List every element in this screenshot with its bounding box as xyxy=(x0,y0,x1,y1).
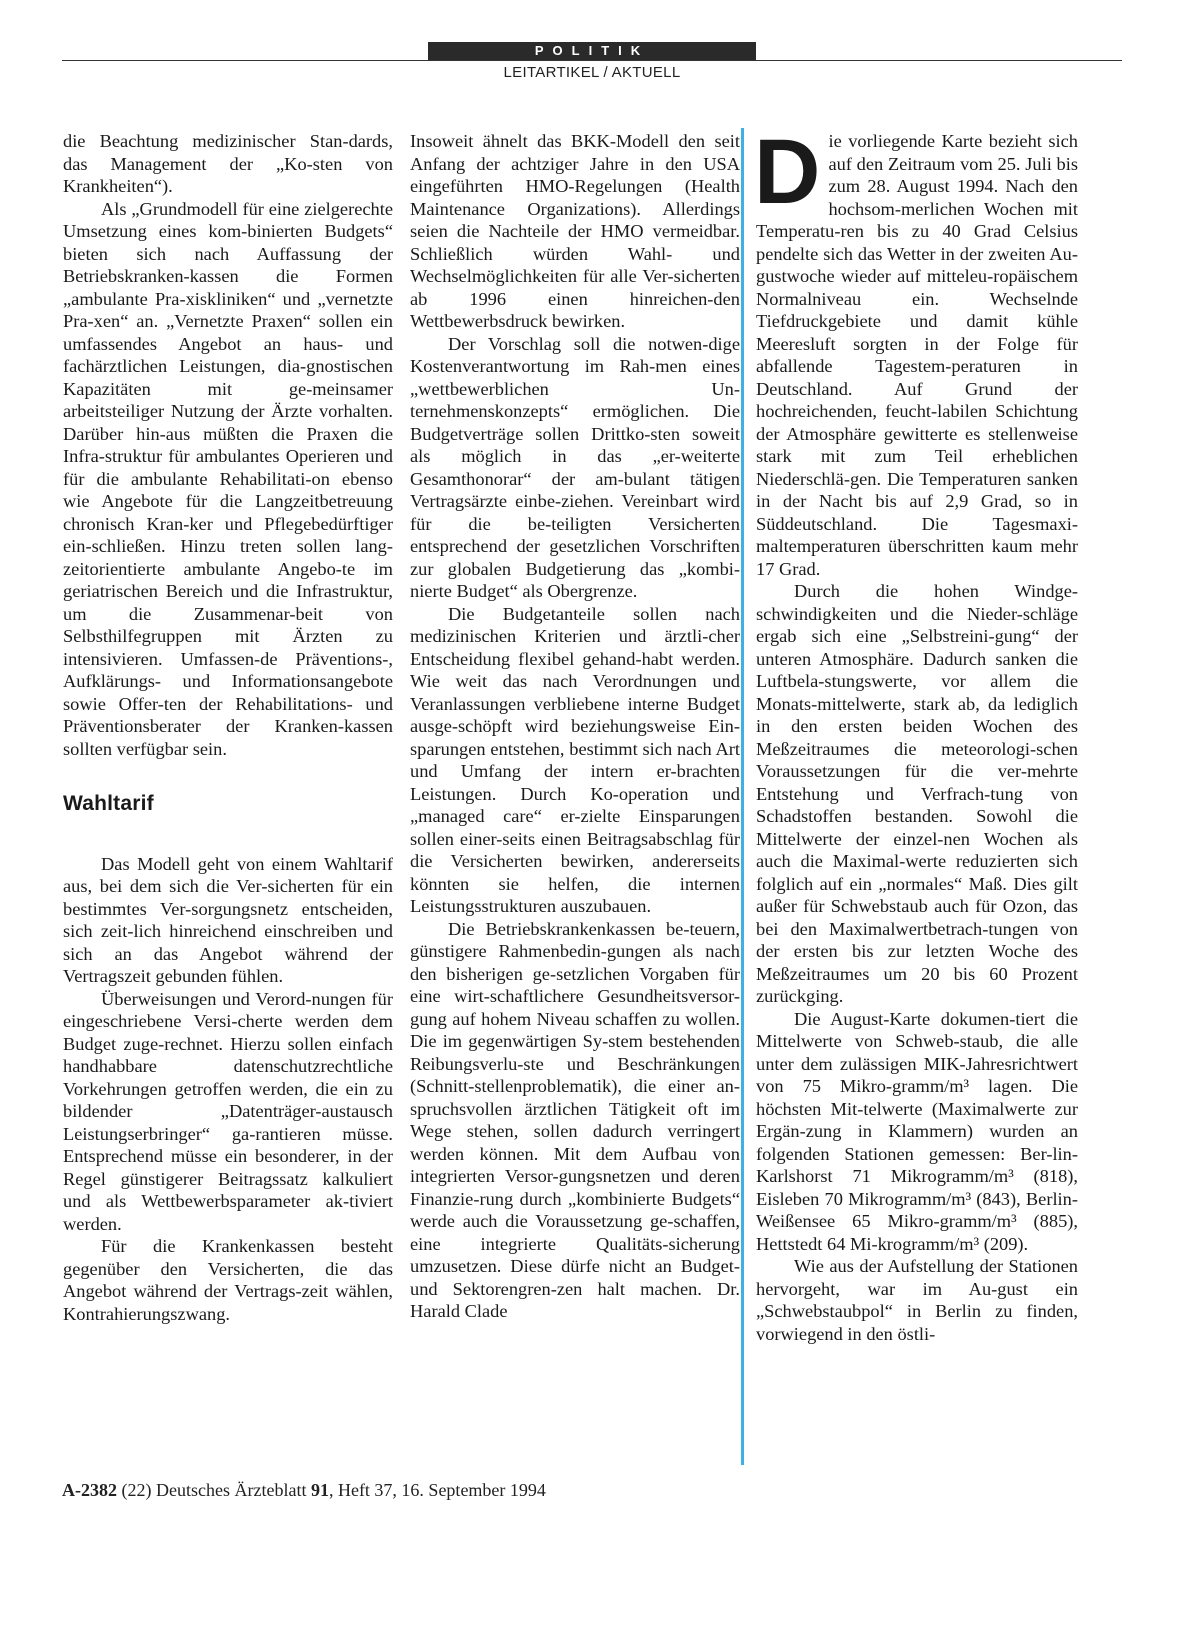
paragraph: Der Vorschlag soll die notwen-dige Kostenverantwortung im Rah-men eines „wettbewerblichen Un-ternehmenskonzepts“ ermöglichen. Die Budgetverträge sollen Drittko-sten soweit als möglich in das „er-weiterte Gesamthonorar“ der am-bulant tätigen Vertragsärzte einbe-ziehen. Vereinbart wird für die be-teiligten Versicherten entsprechend der gesetzlichen Vorschriften zur globalen Budgetierung das „kombi-nierte Budget“ als Obergrenze. xyxy=(410,333,740,601)
column-accent-line xyxy=(741,128,744,1465)
paragraph: Überweisungen und Verord-nungen für eingeschriebene Versi-cherte werden dem Budget zuge-rechnet. Hierzu sollen einfach handhabbare datenschutzrechtliche Vorkehrungen getroffen werden, die ein zu bildender „Datenträger-austausch Leistungserbringer“ ga-rantieren müsse. Entsprechend müsse ein besonderer, in der Regel günstigerer Beitragssatz kalkuliert und als Wettbewerbsparameter ak-tiviert werden. xyxy=(63,988,393,1234)
volume-number: 91 xyxy=(310,1480,329,1500)
page-footer xyxy=(62,1480,546,1501)
issue-page: (22) xyxy=(121,1480,152,1500)
issue-date: , Heft 37, 16. September 1994 xyxy=(328,1480,546,1500)
paragraph xyxy=(754,121,1078,580)
header-rule xyxy=(62,60,1122,61)
author-byline: Dr. Harald Clade xyxy=(410,1278,740,1321)
column-3 xyxy=(754,121,1078,1345)
paragraph: Insoweit ähnelt das BKK-Modell den seit Anfang der achtziger Jahre in den USA eingeführten HMO-Regelungen (Health Maintenance Organizations). Allerdings seien die Nachteile der HMO vermeidbar. Schließlich würden Wahl- und Wechselmöglichkeiten für alle Ver-sicherten ab 1996 einen hinreichen-den Wettbewerbsdruck bewirken. xyxy=(410,131,740,331)
paragraph: Als „Grundmodell für eine zielgerechte Umsetzung eines kom-binierten Budgets“ bieten sich nach Auffassung der Betriebskranken-kassen die Formen „ambulante Pra-xiskliniken“ und „vernetzte Pra-xen“ an. „Vernetzte Praxen“ sollen ein umfassendes Angebot an haus- und fachärztlichen Leistungen, dia-gnostischen Kapazitäten mit ge-meinsamer arbeitsteiliger Nutzung der Ärzte vorhalten. Darüber hin-aus müßten die Praxen die Infra-struktur für ambulantes Operieren und für die ambulante Rehabilitati-on ebenso wie Angebote für die Langzeitbetreuung chronisch Kran-ker und Pflegebedürftiger ein-schließen. Hinzu treten sollen lang-zeitorientierte ambulante Angebo-te im geriatrischen Bereich und die Infrastruktur, um die Zusammenar-beit von Selbsthilfegruppen mit Ärzten zu intensivieren. Umfassen-de Präventions-, Aufklärungs- und Informationsangebote sowie Offer-ten der Rehabilitations- und Präventionsberater der Kranken-kassen sollten verfügbar sein. xyxy=(63,198,393,759)
paragraph: Das Modell geht von einem Wahltarif aus, bei dem sich die Ver-sicherten für ein bestimmtes Ver-sorgungsnetz entscheiden, sich zeit-lich hinreichend einschreiben und sich an das Angebot während der Vertragszeit gebunden fühlen. xyxy=(63,853,393,986)
subsection-label: LEITARTIKEL / AKTUELL xyxy=(503,64,681,81)
drop-cap: D xyxy=(754,121,821,223)
section-heading: Wahltarif xyxy=(63,792,154,815)
paragraph: Wie aus der Aufstellung der Stationen hervorgeht, war im Au-gust ein „Schwebstaubpol“ in Berlin zu finden, vorwiegend in den östli- xyxy=(756,1256,1078,1344)
paragraph-text: Die Betriebskrankenkassen be-teuern, günstigere Rahmenbedin-gungen als nach den bisherigen ge-setzlichen Vorgaben für eine wirt-schaftlichere Gesundheitsversor-gung auf hohem Niveau schaffen zu wollen. Die im gegenwärtigen Sy-stem bestehenden Reibungsverlu-ste und Beschränkungen (Schnitt-stellenproblematik), die einer an-spruchsvollen ärztlichen Tätigkeit oft im Wege stehen, sollen dadurch verringert werden können. Mit dem Aufbau von integrierten Versor-gungsnetzen und deren Finanzie-rung durch „kombinierte Budgets“ werde auch die Voraussetzung ge-schaffen, eine integrierte Qualitäts-sicherung umzusetzen. Diese dürfe nicht an Budget- und Sektorengren-zen halt machen. xyxy=(410,918,740,1299)
column-1 xyxy=(63,130,393,1325)
column-2 xyxy=(410,130,740,1323)
paragraph-text: ie vorliegende Karte bezieht sich auf den Zeitraum vom 25. Juli bis zum 28. August 1994. Nach den hochsom-merlichen Wochen mit Temperatu-ren bis zu 40 Grad Celsius pendelte sich das Wetter in der zweiten Au-gustwoche wieder auf mitteleu-ropäischem Normalniveau ein. Wechselnde Tiefdruckgebiete und damit kühle Meeresluft sorgten in der Folge für abfallende Tagestem-peraturen in Deutschland. Auf Grund der hochreichenden, feucht-labilen Schichtung der Atmosphäre gewitterte es stellenweise stark mit zum Teil erheblichen Niederschlä-gen. Die Temperaturen sanken in der Nacht bis auf 2,9 Grad, so in Süddeutschland. Die Tagesmaxi-maltemperaturen überschritten kaum mehr 17 Grad. xyxy=(756,131,1078,579)
paragraph: Für die Krankenkassen besteht gegenüber den Versicherten, die das Angebot während der Vertrags-zeit wählen, Kontrahierungszwang. xyxy=(63,1236,393,1324)
page-number: A-2382 xyxy=(62,1480,117,1500)
paragraph: Durch die hohen Windge-schwindigkeiten und die Nieder-schläge ergab sich eine „Selbstreini-gung“ der unteren Atmosphäre. Dadurch sanken die Luftbela-stungswerte, vor allem die Monats-mittelwerte, stark ab, da lediglich in den ersten beiden Wochen des Meßzeitraumes die meteorologi-schen Voraussetzungen für die ver-mehrte Entstehung und Verfrach-tung von Schadstoffen bestanden. Sowohl die Mittelwerte der einzel-nen Wochen als auch die Maximal-werte reduzierten sich folglich auf ein „normales“ Maß. Dies gilt außer für Schwebstaub auch für Ozon, das bei den Maximalwertbetrach-tungen von der ersten bis zur letzten Woche des Meßzeitraumes um 20 bis 60 Prozent zurückging. xyxy=(756,581,1078,1006)
paragraph: Die Budgetanteile sollen nach medizinischen Kriterien und ärztli-cher Entscheidung flexibel gehand-habt werden. Wie weit das nach Verordnungen und Veranlassungen verbliebene interne Budget ausge-schöpft wird beziehungsweise Ein-sparungen entstehen, bestimmt sich nach Art und Umfang der intern er-brachten Leistungen. Durch Ko-operation und „managed care“ er-zielte Einsparungen sollen einer-seits einen Beitragsabschlag für die Versicherten bewirken, andererseits könnten sie helfen, die internen Leistungsstrukturen auszubauen. xyxy=(410,603,740,916)
paragraph: Die August-Karte dokumen-tiert die Mittelwerte von Schweb-staub, die alle unter dem zulässigen MIK-Jahresrichtwert von 75 Mikro-gramm/m³ lagen. Die höchsten Mit-telwerte (Maximalwerte zur Ergän-zung in Klammern) wurden an folgenden Stationen gemessen: Ber-lin-Karlshorst 71 Mikrogramm/m³ (818), Eisleben 70 Mikrogramm/m³ (843), Berlin-Weißensee 65 Mikro-gramm/m³ (885), Hettstedt 64 Mi-krogramm/m³ (209). xyxy=(756,1008,1078,1254)
section-label: POLITIK xyxy=(428,42,756,60)
journal-name: Deutsches Ärzteblatt xyxy=(156,1480,307,1500)
paragraph xyxy=(410,918,740,1323)
paragraph: die Beachtung medizinischer Stan-dards, das Management der „Ko-sten von Krankheiten“). xyxy=(63,131,393,196)
